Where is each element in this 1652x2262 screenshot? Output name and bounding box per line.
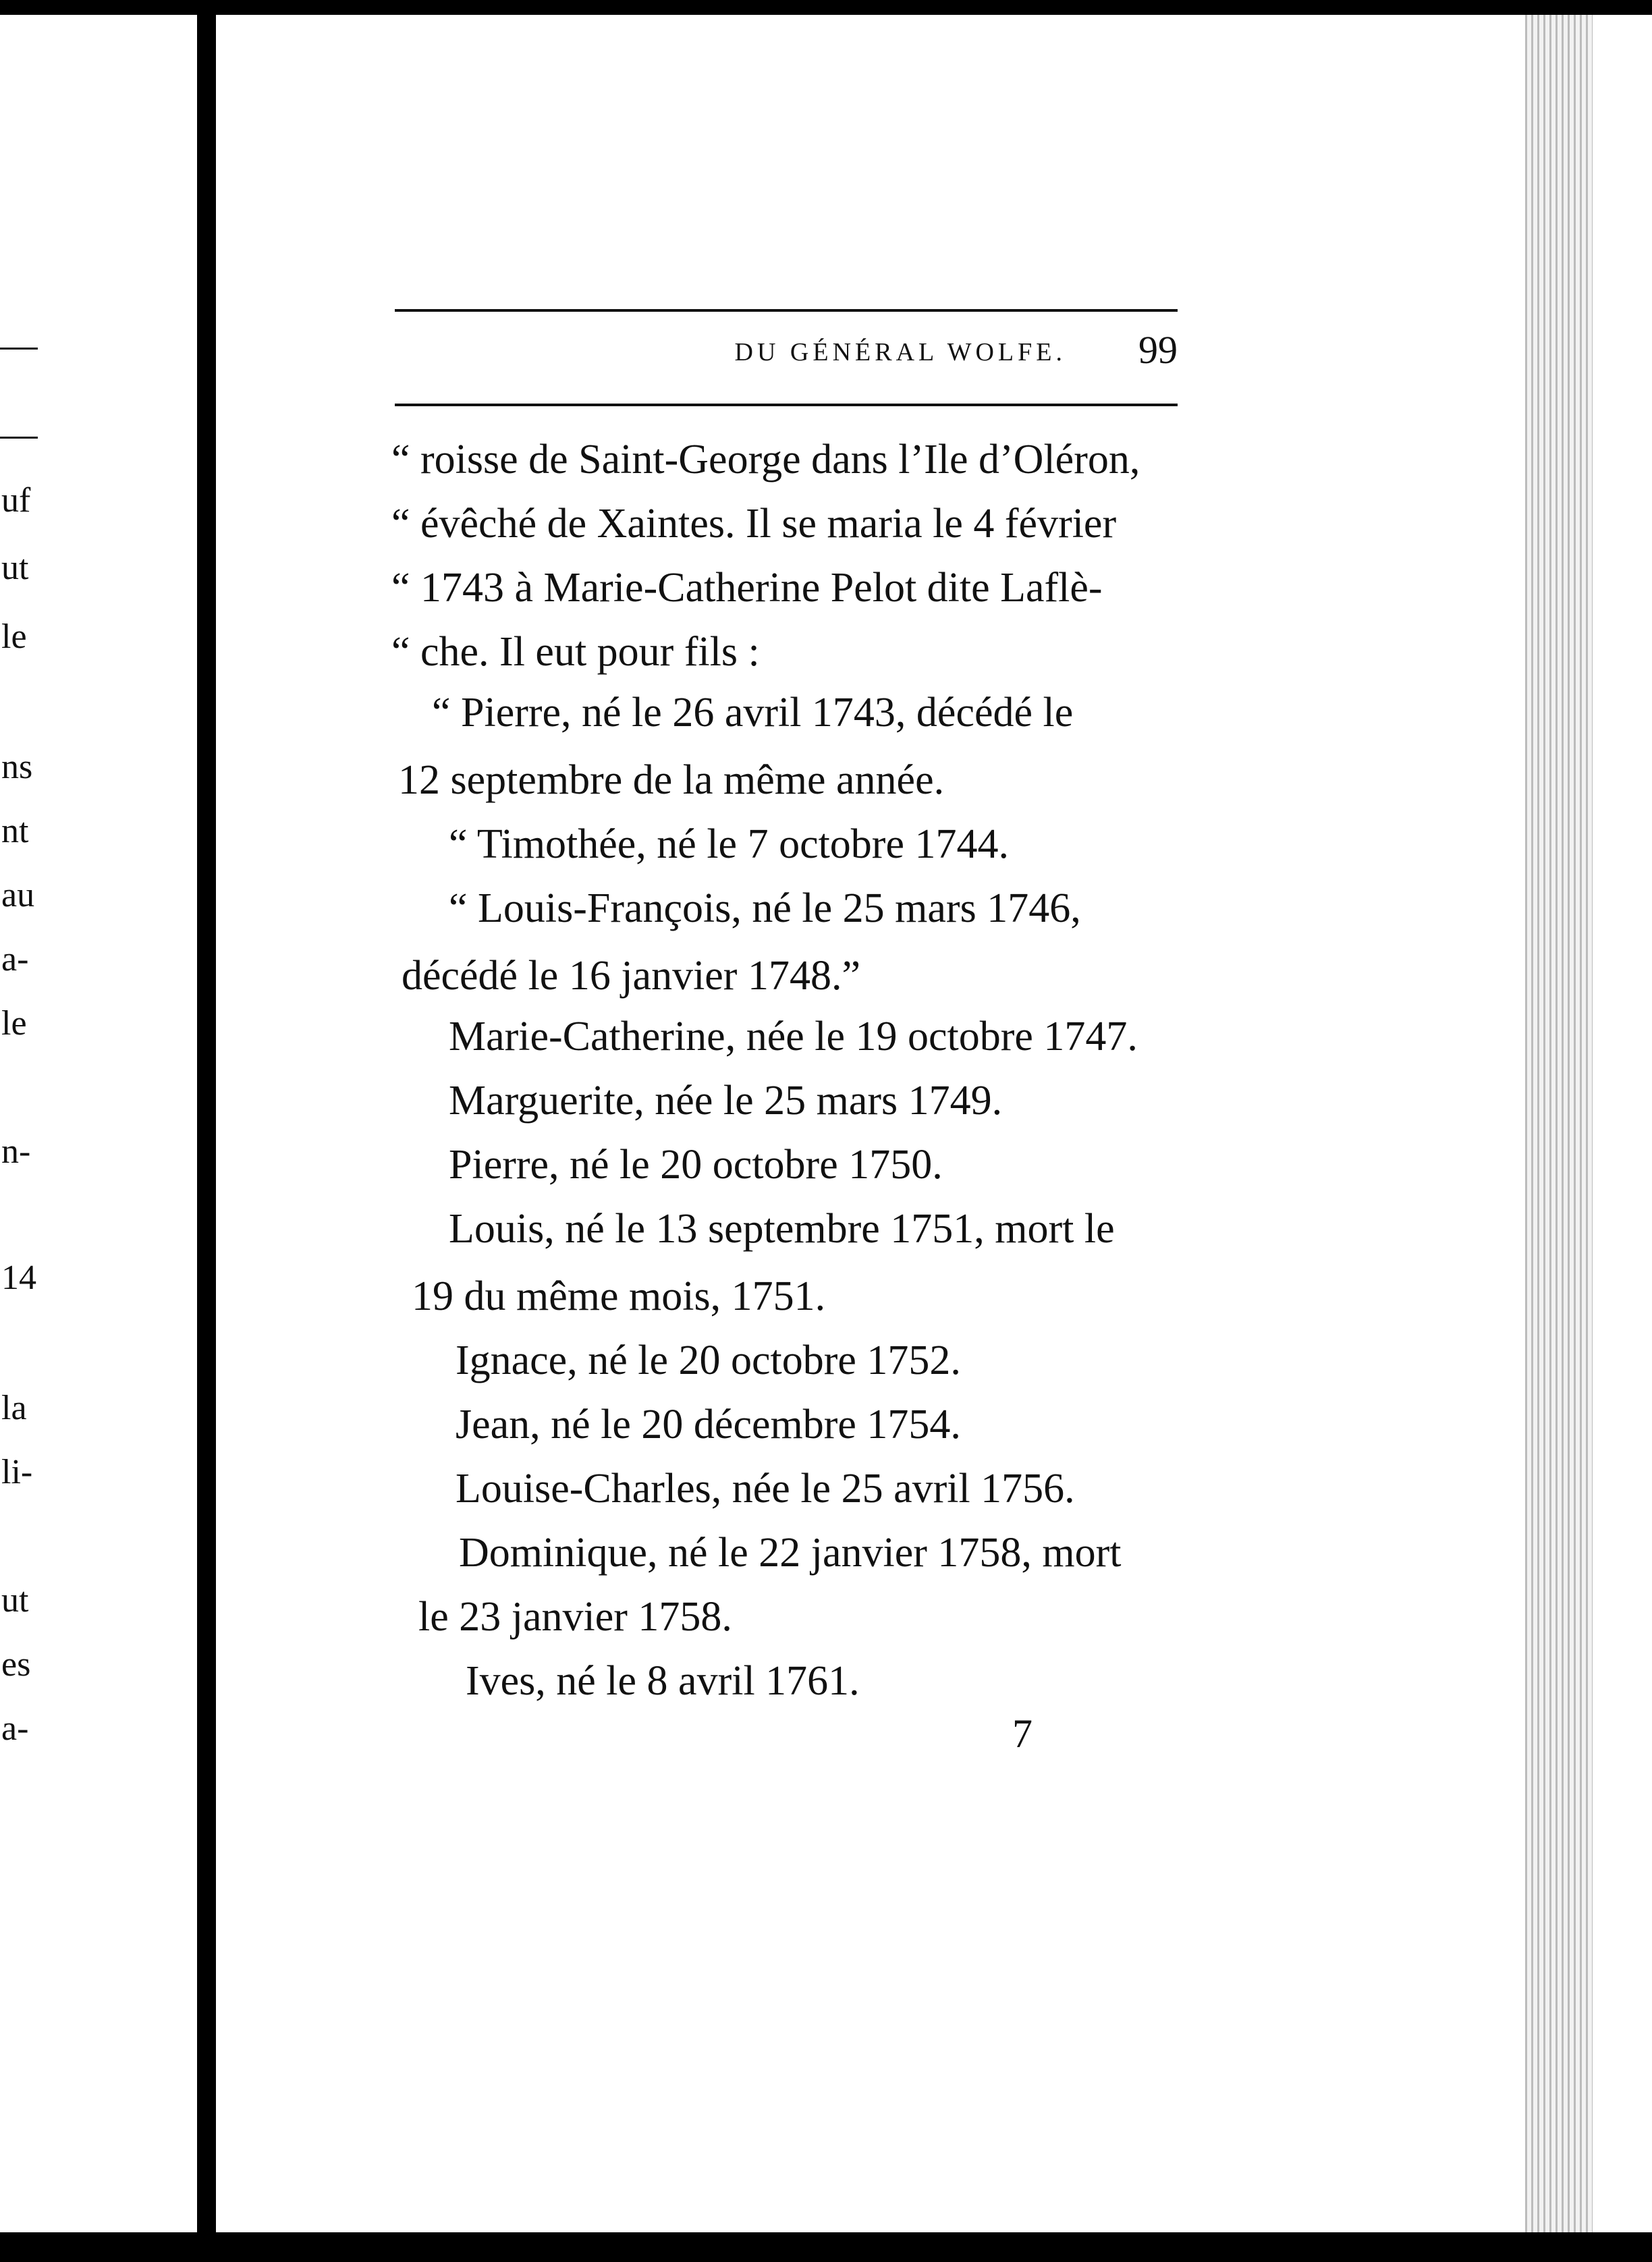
facing-page-fragment: n- — [1, 1132, 31, 1171]
page-stack-edge — [1525, 15, 1593, 2232]
facing-page-rule — [0, 348, 38, 350]
signature-mark: 7 — [1012, 1711, 1032, 1756]
body-text-line: 12 septembre de la même année. — [398, 757, 945, 803]
page-number: 99 — [1138, 328, 1178, 372]
facing-page-fragment: a- — [1, 940, 29, 978]
facing-page-fragment: li- — [1, 1453, 33, 1491]
body-text-line: “ Louis-François, né le 25 mars 1746, — [449, 885, 1081, 931]
body-text-line: 19 du même mois, 1751. — [412, 1273, 826, 1319]
facing-page-fragment: nt — [1, 812, 29, 850]
facing-page-fragment: au — [1, 876, 35, 914]
body-text-line: décédé le 16 janvier 1748.” — [402, 953, 860, 999]
body-text-line: “ évêché de Xaintes. Il se maria le 4 février — [391, 501, 1117, 547]
body-text-line: “ roisse de Saint-George dans l’Ile d’Oléron, — [391, 437, 1140, 482]
scan-top-border — [0, 0, 1652, 15]
facing-page-fragment: uf — [1, 481, 31, 520]
body-text-line: “ che. Il eut pour fils : — [391, 629, 760, 675]
facing-page-fragment: ut — [1, 549, 29, 587]
body-text-line: Marie-Catherine, née le 19 octobre 1747. — [449, 1014, 1138, 1059]
header-rule-bottom — [395, 404, 1178, 406]
body-text-line: Jean, né le 20 décembre 1754. — [456, 1402, 961, 1447]
facing-page-fragment: es — [1, 1645, 31, 1684]
facing-page-fragment: ns — [1, 748, 33, 786]
body-text-line: Ignace, né le 20 octobre 1752. — [456, 1337, 961, 1383]
facing-page-rule — [0, 437, 38, 439]
body-text-line: Louis, né le 13 septembre 1751, mort le — [449, 1206, 1115, 1252]
facing-page-fragment: la — [1, 1389, 27, 1427]
running-title: DU GÉNÉRAL WOLFE. — [734, 338, 1066, 366]
facing-page-fragment: 14 — [1, 1259, 36, 1297]
scan-bottom-border — [0, 2232, 1652, 2262]
header-rule-top — [395, 309, 1178, 312]
body-text-line: Dominique, né le 22 janvier 1758, mort — [459, 1530, 1122, 1576]
facing-page-fragment: ut — [1, 1581, 29, 1620]
binding-gutter — [197, 15, 216, 2232]
body-text-line: Pierre, né le 20 octobre 1750. — [449, 1142, 943, 1188]
body-text-line: “ Pierre, né le 26 avril 1743, décédé le — [432, 690, 1074, 736]
facing-page-edge — [0, 15, 197, 2232]
body-text-line: Ives, né le 8 avril 1761. — [466, 1658, 860, 1704]
body-text-line: Louise-Charles, née le 25 avril 1756. — [456, 1466, 1075, 1512]
facing-page-fragment: le — [1, 1004, 27, 1043]
facing-page-fragment: le — [1, 617, 27, 656]
body-text-line: “ 1743 à Marie-Catherine Pelot dite Laflè- — [391, 565, 1103, 611]
facing-page-fragment: a- — [1, 1709, 29, 1748]
body-text-line: Marguerite, née le 25 mars 1749. — [449, 1078, 1003, 1124]
scan-right-margin — [1593, 15, 1652, 2232]
body-text-line: “ Timothée, né le 7 octobre 1744. — [449, 821, 1009, 867]
body-text-line: le 23 janvier 1758. — [418, 1594, 732, 1640]
